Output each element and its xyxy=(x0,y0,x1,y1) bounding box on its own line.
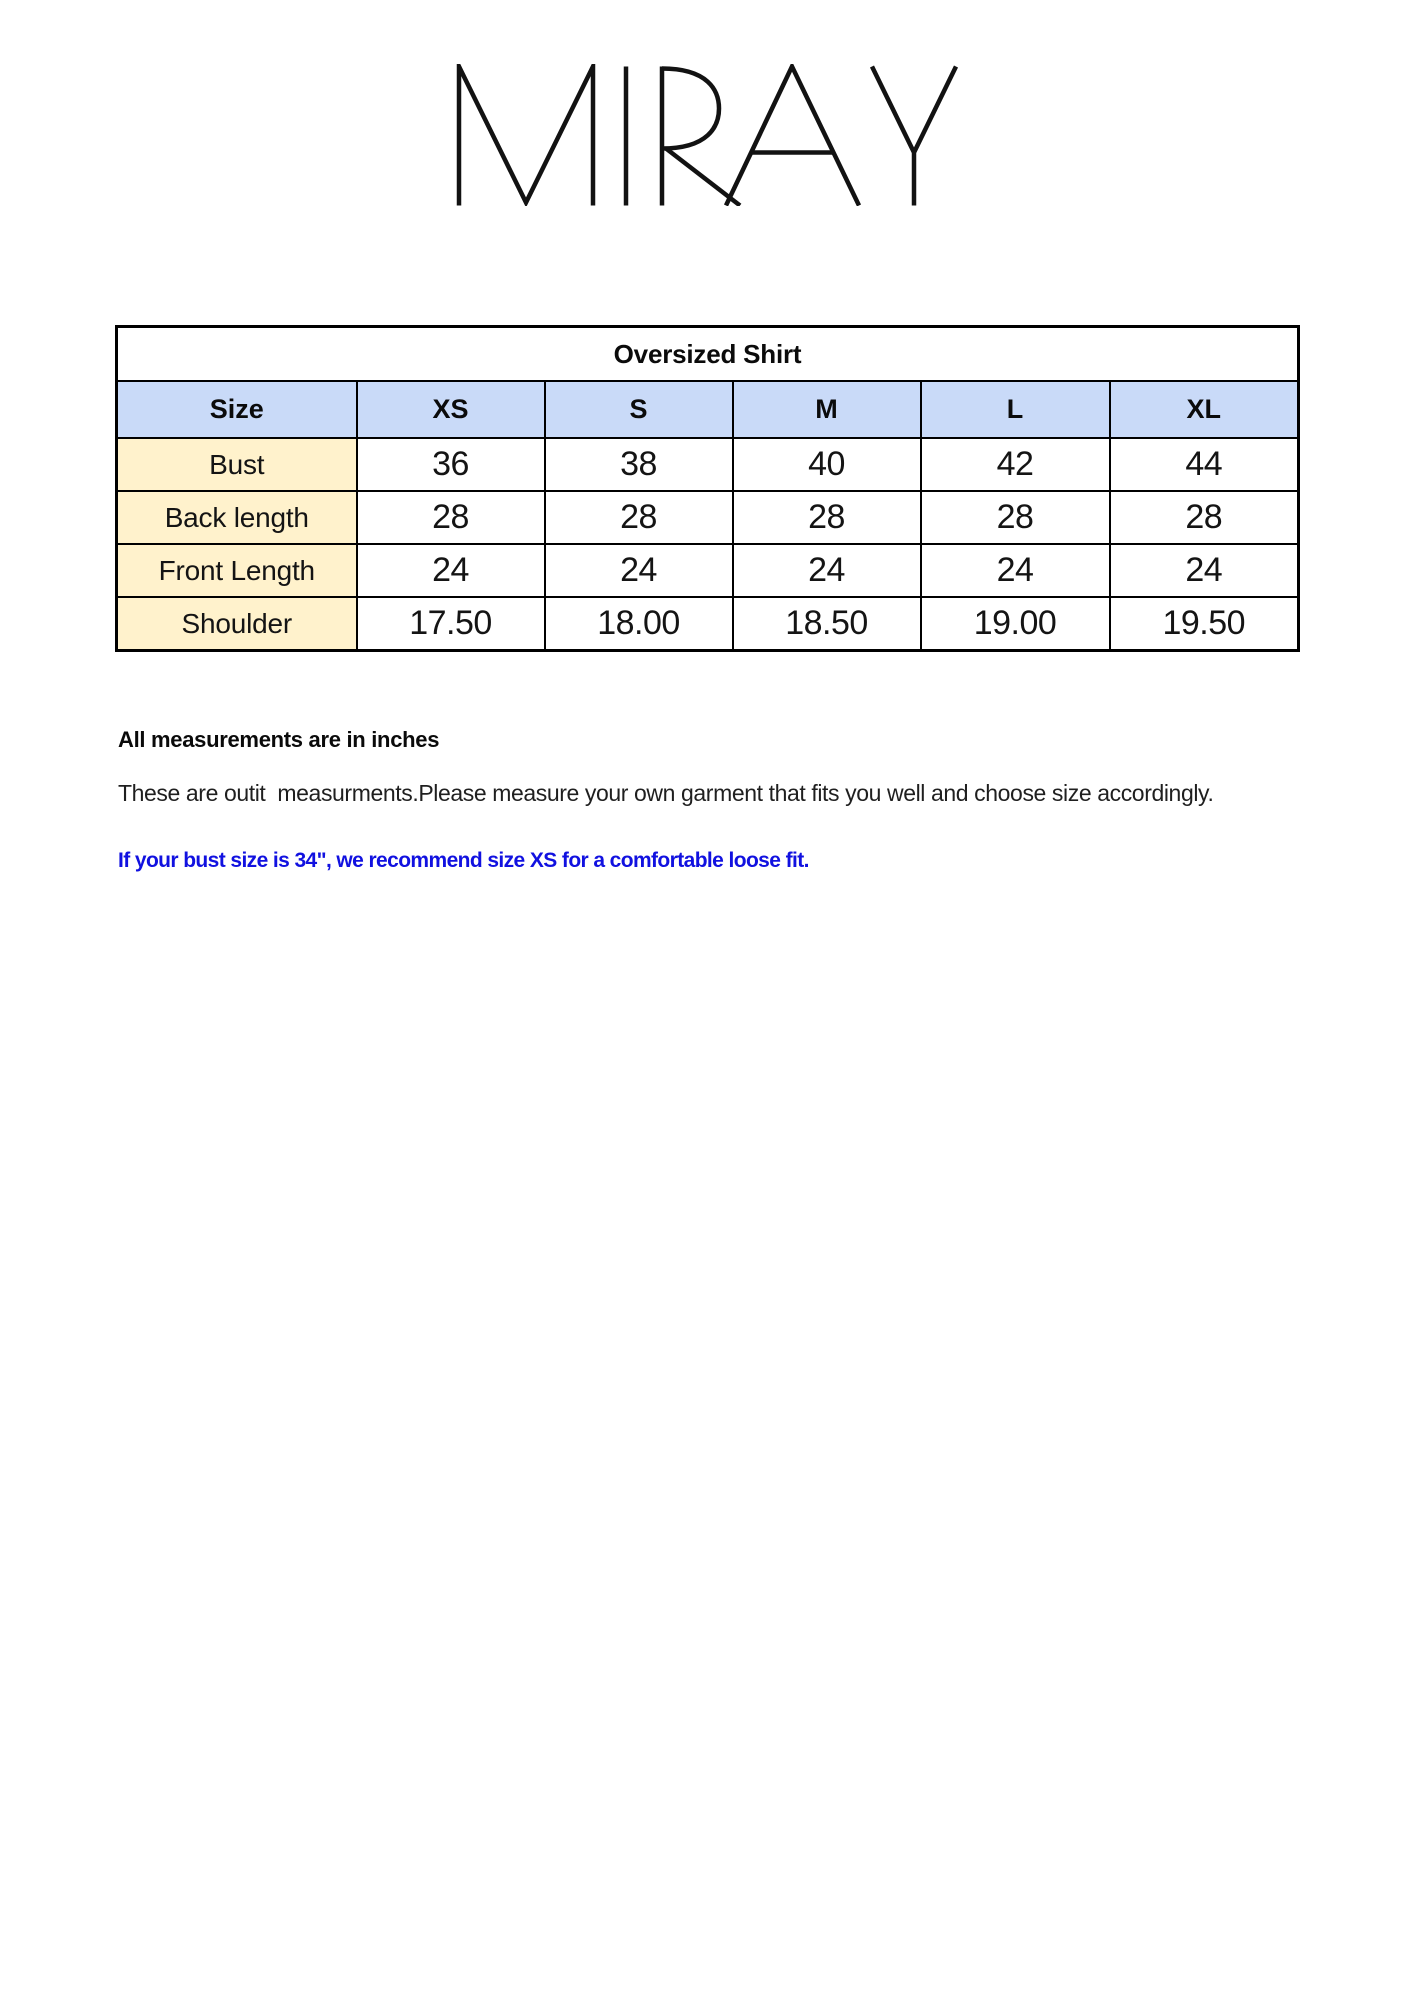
front-length-value-xs: 24 xyxy=(357,544,545,597)
shoulder-value-m: 18.50 xyxy=(733,597,921,651)
table-row-front-length xyxy=(117,544,1299,597)
bust-value-xl: 44 xyxy=(1110,438,1299,491)
size-header-label: Size xyxy=(117,381,357,438)
size-header-l: L xyxy=(921,381,1110,438)
table-title-row xyxy=(117,327,1299,382)
bust-value-l: 42 xyxy=(921,438,1110,491)
shoulder-value-s: 18.00 xyxy=(545,597,733,651)
front-length-value-xl: 24 xyxy=(1110,544,1299,597)
table-title: Oversized Shirt xyxy=(117,327,1299,382)
size-header-s: S xyxy=(545,381,733,438)
logo-letter-y xyxy=(872,67,956,206)
front-length-value-s: 24 xyxy=(545,544,733,597)
brand-logo xyxy=(455,64,960,206)
recommendation-note: If your bust size is 34", we recommend size XS for a comfortable loose fit. xyxy=(118,849,809,872)
bust-value-xs: 36 xyxy=(357,438,545,491)
measure-note: These are outit measurments.Please measure your own garment that fits you well and choose size accordingly. xyxy=(118,780,1214,806)
back-length-value-s: 28 xyxy=(545,491,733,544)
size-header-xs: XS xyxy=(357,381,545,438)
units-note: All measurements are in inches xyxy=(118,727,440,752)
back-length-value-xs: 28 xyxy=(357,491,545,544)
logo-letter-m xyxy=(459,67,593,206)
size-chart-table xyxy=(115,325,1300,652)
shoulder-value-xl: 19.50 xyxy=(1110,597,1299,651)
table-row-back-length xyxy=(117,491,1299,544)
back-length-value-xl: 28 xyxy=(1110,491,1299,544)
logo-letter-a xyxy=(726,67,859,206)
size-header-m: M xyxy=(733,381,921,438)
table-row-shoulder xyxy=(117,597,1299,651)
row-label-back-length: Back length xyxy=(117,491,357,544)
row-label-shoulder: Shoulder xyxy=(117,597,357,651)
back-length-value-m: 28 xyxy=(733,491,921,544)
logo-letter-r-bowl xyxy=(662,69,719,149)
bust-value-m: 40 xyxy=(733,438,921,491)
row-label-bust: Bust xyxy=(117,438,357,491)
size-header-xl: XL xyxy=(1110,381,1299,438)
front-length-value-m: 24 xyxy=(733,544,921,597)
bust-value-s: 38 xyxy=(545,438,733,491)
size-header-row xyxy=(117,381,1299,438)
shoulder-value-l: 19.00 xyxy=(921,597,1110,651)
row-label-front-length: Front Length xyxy=(117,544,357,597)
brand-logo-letters-icon xyxy=(455,64,960,206)
table-row-bust xyxy=(117,438,1299,491)
shoulder-value-xs: 17.50 xyxy=(357,597,545,651)
back-length-value-l: 28 xyxy=(921,491,1110,544)
front-length-value-l: 24 xyxy=(921,544,1110,597)
